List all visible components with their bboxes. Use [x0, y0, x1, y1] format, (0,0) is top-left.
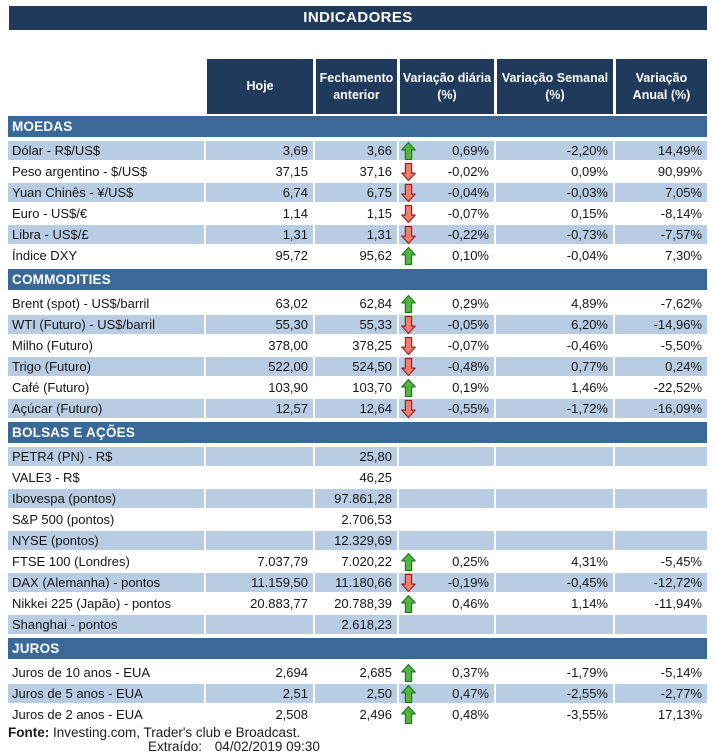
variacao-semanal-value: 1,46% [494, 378, 613, 399]
fechamento-anterior-value: 378,25 [313, 336, 397, 357]
column-header-label: (%) [437, 87, 457, 102]
down-arrow-icon [401, 399, 416, 418]
column-header-label: Fechamento [319, 70, 394, 85]
variacao-diaria-cell [397, 183, 494, 204]
row-label: Milho (Futuro) [8, 336, 204, 357]
variacao-diaria-wrap [399, 447, 494, 466]
section-header-commodities: COMMODITIES [8, 267, 707, 294]
row-label: Euro - US$/€ [8, 204, 204, 225]
table-row [8, 510, 707, 531]
variacao-anual-value: 7,30% [613, 246, 707, 267]
row-label: Brent (spot) - US$/barril [8, 294, 204, 315]
up-arrow-icon [401, 684, 416, 703]
table-row [8, 573, 707, 594]
variacao-semanal-value: 0,15% [494, 204, 613, 225]
hoje-value [204, 510, 313, 531]
variacao-diaria-cell [397, 246, 494, 267]
row-label: Ibovespa (pontos) [8, 489, 204, 510]
table-row [8, 489, 707, 510]
table-row [8, 225, 707, 246]
row-label: Dólar - R$/US$ [8, 141, 204, 162]
column-header-hoje [204, 59, 313, 114]
source-label: Fonte: [8, 725, 50, 740]
table-row [8, 552, 707, 573]
variacao-diaria-value: 0,47% [452, 686, 489, 701]
row-label: Yuan Chinês - ¥/US$ [8, 183, 204, 204]
down-arrow-icon [401, 315, 416, 334]
variacao-diaria-value: -0,48% [447, 359, 489, 374]
fechamento-anterior-value: 1,15 [313, 204, 397, 225]
column-header-label: Variação Semanal [501, 70, 609, 85]
section-row-bolsas-e-a-es [8, 420, 707, 447]
variacao-anual-value: -14,96% [613, 315, 707, 336]
variacao-anual-value: -16,09% [613, 399, 707, 420]
row-label: Peso argentino - $/US$ [8, 162, 204, 183]
variacao-diaria-cell [397, 162, 494, 183]
variacao-anual-value [613, 468, 707, 489]
variacao-diaria-cell [397, 141, 494, 162]
section-row-moedas [8, 114, 707, 141]
variacao-diaria-cell [397, 531, 494, 552]
hoje-value: 2,51 [204, 684, 313, 705]
hoje-value: 378,00 [204, 336, 313, 357]
fechamento-anterior-value: 2,50 [313, 684, 397, 705]
fechamento-anterior-value: 97.861,28 [313, 489, 397, 510]
column-header-variacao-diaria [397, 59, 494, 114]
fechamento-anterior-value: 2.706,53 [313, 510, 397, 531]
variacao-diaria-cell [397, 594, 494, 615]
fechamento-anterior-value: 25,80 [313, 447, 397, 468]
row-label: FTSE 100 (Londres) [8, 552, 204, 573]
variacao-semanal-value: -0,73% [494, 225, 613, 246]
variacao-semanal-value: -0,45% [494, 573, 613, 594]
variacao-anual-value: -22,52% [613, 378, 707, 399]
variacao-diaria-cell [397, 378, 494, 399]
variacao-anual-value: 17,13% [613, 705, 707, 726]
row-label: Açúcar (Futuro) [8, 399, 204, 420]
down-arrow-icon [401, 357, 416, 376]
variacao-semanal-value: 0,09% [494, 162, 613, 183]
header-row [8, 59, 707, 114]
row-label: Libra - US$/£ [8, 225, 204, 246]
variacao-anual-value: 90,99% [613, 162, 707, 183]
column-header-label: anterior [333, 87, 380, 102]
variacao-diaria-value: -0,55% [447, 401, 489, 416]
fechamento-anterior-value: 524,50 [313, 357, 397, 378]
variacao-diaria-cell [397, 663, 494, 684]
variacao-diaria-cell [397, 468, 494, 489]
fechamento-anterior-value: 103,70 [313, 378, 397, 399]
hoje-value: 37,15 [204, 162, 313, 183]
variacao-diaria-value: -0,22% [447, 227, 489, 242]
variacao-anual-value [613, 489, 707, 510]
variacao-semanal-value [494, 489, 613, 510]
variacao-semanal-value: -2,55% [494, 684, 613, 705]
variacao-diaria-wrap [399, 225, 494, 244]
table-row [8, 336, 707, 357]
fechamento-anterior-value: 7.020,22 [313, 552, 397, 573]
hoje-value: 95,72 [204, 246, 313, 267]
variacao-diaria-wrap [399, 684, 494, 703]
variacao-diaria-value: 0,46% [452, 596, 489, 611]
up-arrow-icon [401, 294, 416, 313]
variacao-anual-value: 14,49% [613, 141, 707, 162]
variacao-diaria-cell [397, 315, 494, 336]
variacao-diaria-cell [397, 294, 494, 315]
fechamento-anterior-value: 1,31 [313, 225, 397, 246]
hoje-value: 12,57 [204, 399, 313, 420]
table-row [8, 378, 707, 399]
table-row [8, 246, 707, 267]
down-arrow-icon [401, 204, 416, 223]
row-label: Nikkei 225 (Japão) - pontos [8, 594, 204, 615]
variacao-semanal-value [494, 510, 613, 531]
extracted-timestamp: 04/02/2019 09:30 [214, 739, 320, 754]
column-header-variacao-anual [613, 59, 707, 114]
variacao-diaria-wrap [399, 378, 494, 397]
variacao-diaria-cell [397, 615, 494, 636]
variacao-anual-value: -8,14% [613, 204, 707, 225]
hoje-value: 11.159,50 [204, 573, 313, 594]
variacao-diaria-cell [397, 357, 494, 378]
column-header-label: Anual (%) [632, 87, 691, 102]
source-line [8, 726, 715, 740]
row-label: PETR4 (PN) - R$ [8, 447, 204, 468]
fechamento-anterior-value: 3,66 [313, 141, 397, 162]
row-label: S&P 500 (pontos) [8, 510, 204, 531]
source-text: Investing.com, Trader's club e Broadcast. [53, 725, 301, 740]
up-arrow-icon [401, 378, 416, 397]
hoje-value: 55,30 [204, 315, 313, 336]
table-row [8, 162, 707, 183]
variacao-diaria-value: -0,07% [447, 338, 489, 353]
section-header-bolsas-e-a-es: BOLSAS E AÇÕES [8, 420, 707, 447]
variacao-anual-value: -7,62% [613, 294, 707, 315]
variacao-diaria-wrap [399, 399, 494, 418]
table-row [8, 357, 707, 378]
variacao-anual-value: -12,72% [613, 573, 707, 594]
variacao-diaria-value: -0,07% [447, 206, 489, 221]
variacao-diaria-wrap [399, 357, 494, 376]
variacao-anual-value: -5,14% [613, 663, 707, 684]
variacao-diaria-value: 0,48% [452, 707, 489, 722]
row-label: Shanghai - pontos [8, 615, 204, 636]
table-row [8, 315, 707, 336]
hoje-value: 7.037,79 [204, 552, 313, 573]
table-row [8, 141, 707, 162]
variacao-diaria-wrap [399, 246, 494, 265]
section-row-commodities [8, 267, 707, 294]
variacao-anual-value [613, 615, 707, 636]
variacao-diaria-cell [397, 399, 494, 420]
column-header-label: (%) [545, 87, 565, 102]
fechamento-anterior-value: 2,496 [313, 705, 397, 726]
row-label: Café (Futuro) [8, 378, 204, 399]
hoje-value: 63,02 [204, 294, 313, 315]
variacao-diaria-value: -0,04% [447, 185, 489, 200]
hoje-value: 2,508 [204, 705, 313, 726]
variacao-diaria-cell [397, 489, 494, 510]
hoje-value: 103,90 [204, 378, 313, 399]
variacao-semanal-value: 0,77% [494, 357, 613, 378]
table-row [8, 183, 707, 204]
up-arrow-icon [401, 663, 416, 682]
variacao-diaria-wrap [399, 315, 494, 334]
up-arrow-icon [401, 141, 416, 160]
report-footer [8, 726, 715, 754]
variacao-diaria-wrap [399, 510, 494, 529]
variacao-anual-value: -2,77% [613, 684, 707, 705]
down-arrow-icon [401, 336, 416, 355]
table-row [8, 684, 707, 705]
variacao-semanal-value [494, 531, 613, 552]
variacao-diaria-wrap [399, 336, 494, 355]
row-label: VALE3 - R$ [8, 468, 204, 489]
table-row [8, 531, 707, 552]
fechamento-anterior-value: 95,62 [313, 246, 397, 267]
table-row [8, 294, 707, 315]
variacao-diaria-cell [397, 204, 494, 225]
variacao-diaria-cell [397, 447, 494, 468]
row-label: Juros de 10 anos - EUA [8, 663, 204, 684]
variacao-semanal-value: -0,04% [494, 246, 613, 267]
variacao-diaria-wrap [399, 294, 494, 313]
row-label: NYSE (pontos) [8, 531, 204, 552]
row-label: WTI (Futuro) - US$/barril [8, 315, 204, 336]
hoje-value: 20.883,77 [204, 594, 313, 615]
variacao-diaria-cell [397, 225, 494, 246]
header-empty-cell [8, 59, 204, 114]
down-arrow-icon [401, 225, 416, 244]
variacao-diaria-cell [397, 705, 494, 726]
variacao-diaria-cell [397, 552, 494, 573]
fechamento-anterior-value: 12,64 [313, 399, 397, 420]
variacao-diaria-wrap [399, 594, 494, 613]
down-arrow-icon [401, 573, 416, 592]
variacao-diaria-wrap [399, 531, 494, 550]
column-header-fechamento-anterior [313, 59, 397, 114]
variacao-semanal-value [494, 615, 613, 636]
table-row [8, 615, 707, 636]
variacao-diaria-value: 0,25% [452, 554, 489, 569]
variacao-semanal-value: -1,79% [494, 663, 613, 684]
row-label: Trigo (Futuro) [8, 357, 204, 378]
variacao-semanal-value: 4,89% [494, 294, 613, 315]
row-label: Juros de 2 anos - EUA [8, 705, 204, 726]
extracted-label: Extraído: [148, 739, 203, 754]
variacao-diaria-wrap [399, 183, 494, 202]
up-arrow-icon [401, 552, 416, 571]
hoje-value: 6,74 [204, 183, 313, 204]
table-row [8, 663, 707, 684]
indicators-table [8, 59, 707, 726]
variacao-diaria-wrap [399, 705, 494, 724]
variacao-anual-value [613, 447, 707, 468]
variacao-diaria-wrap [399, 615, 494, 634]
variacao-anual-value: -7,57% [613, 225, 707, 246]
variacao-semanal-value: -2,20% [494, 141, 613, 162]
fechamento-anterior-value: 46,25 [313, 468, 397, 489]
row-label: DAX (Alemanha) - pontos [8, 573, 204, 594]
variacao-semanal-value [494, 468, 613, 489]
section-header-juros: JUROS [8, 636, 707, 663]
hoje-value [204, 468, 313, 489]
variacao-semanal-value [494, 447, 613, 468]
hoje-value [204, 615, 313, 636]
variacao-semanal-value: -0,46% [494, 336, 613, 357]
down-arrow-icon [401, 183, 416, 202]
fechamento-anterior-value: 12.329,69 [313, 531, 397, 552]
row-label: Juros de 5 anos - EUA [8, 684, 204, 705]
page-title: INDICADORES [9, 6, 707, 30]
variacao-diaria-cell [397, 336, 494, 357]
column-header-label: Hoje [246, 79, 274, 94]
variacao-semanal-value: 1,14% [494, 594, 613, 615]
variacao-anual-value: -11,94% [613, 594, 707, 615]
variacao-semanal-value: -0,03% [494, 183, 613, 204]
down-arrow-icon [401, 162, 416, 181]
variacao-anual-value: -5,50% [613, 336, 707, 357]
variacao-diaria-cell [397, 510, 494, 531]
variacao-semanal-value: -1,72% [494, 399, 613, 420]
section-row-juros [8, 636, 707, 663]
section-header-moedas: MOEDAS [8, 114, 707, 141]
variacao-anual-value [613, 510, 707, 531]
column-header-label: Variação diária [402, 70, 492, 85]
variacao-diaria-wrap [399, 162, 494, 181]
fechamento-anterior-value: 37,16 [313, 162, 397, 183]
table-row [8, 468, 707, 489]
variacao-diaria-value: -0,05% [447, 317, 489, 332]
column-header-label: Variação [635, 70, 688, 85]
hoje-value: 3,69 [204, 141, 313, 162]
variacao-diaria-value: -0,19% [447, 575, 489, 590]
row-label: Índice DXY [8, 246, 204, 267]
fechamento-anterior-value: 2.618,23 [313, 615, 397, 636]
hoje-value: 2,694 [204, 663, 313, 684]
table-row [8, 204, 707, 225]
variacao-diaria-value: 0,69% [452, 143, 489, 158]
variacao-diaria-cell [397, 573, 494, 594]
variacao-anual-value: 0,24% [613, 357, 707, 378]
fechamento-anterior-value: 62,84 [313, 294, 397, 315]
hoje-value [204, 531, 313, 552]
variacao-diaria-wrap [399, 141, 494, 160]
variacao-diaria-wrap [399, 663, 494, 682]
up-arrow-icon [401, 705, 416, 724]
fechamento-anterior-value: 20.788,39 [313, 594, 397, 615]
table-row [8, 594, 707, 615]
variacao-diaria-value: 0,10% [452, 248, 489, 263]
fechamento-anterior-value: 2,685 [313, 663, 397, 684]
variacao-diaria-value: -0,02% [447, 164, 489, 179]
fechamento-anterior-value: 11.180,66 [313, 573, 397, 594]
variacao-semanal-value: -3,55% [494, 705, 613, 726]
up-arrow-icon [401, 594, 416, 613]
variacao-diaria-wrap [399, 204, 494, 223]
variacao-diaria-cell [397, 684, 494, 705]
variacao-semanal-value: 6,20% [494, 315, 613, 336]
variacao-diaria-value: 0,19% [452, 380, 489, 395]
hoje-value [204, 489, 313, 510]
hoje-value: 522,00 [204, 357, 313, 378]
fechamento-anterior-value: 6,75 [313, 183, 397, 204]
variacao-diaria-wrap [399, 552, 494, 571]
up-arrow-icon [401, 246, 416, 265]
variacao-semanal-value: 4,31% [494, 552, 613, 573]
variacao-diaria-wrap [399, 468, 494, 487]
table-row [8, 705, 707, 726]
column-header-variacao-semanal [494, 59, 613, 114]
fechamento-anterior-value: 55,33 [313, 315, 397, 336]
variacao-diaria-wrap [399, 489, 494, 508]
table-row [8, 399, 707, 420]
variacao-anual-value: -5,45% [613, 552, 707, 573]
extracted-line [148, 740, 715, 754]
hoje-value: 1,14 [204, 204, 313, 225]
table-row [8, 447, 707, 468]
variacao-diaria-wrap [399, 573, 494, 592]
variacao-anual-value [613, 531, 707, 552]
hoje-value: 1,31 [204, 225, 313, 246]
variacao-anual-value: 7,05% [613, 183, 707, 204]
hoje-value [204, 447, 313, 468]
variacao-diaria-value: 0,29% [452, 296, 489, 311]
variacao-diaria-value: 0,37% [452, 665, 489, 680]
